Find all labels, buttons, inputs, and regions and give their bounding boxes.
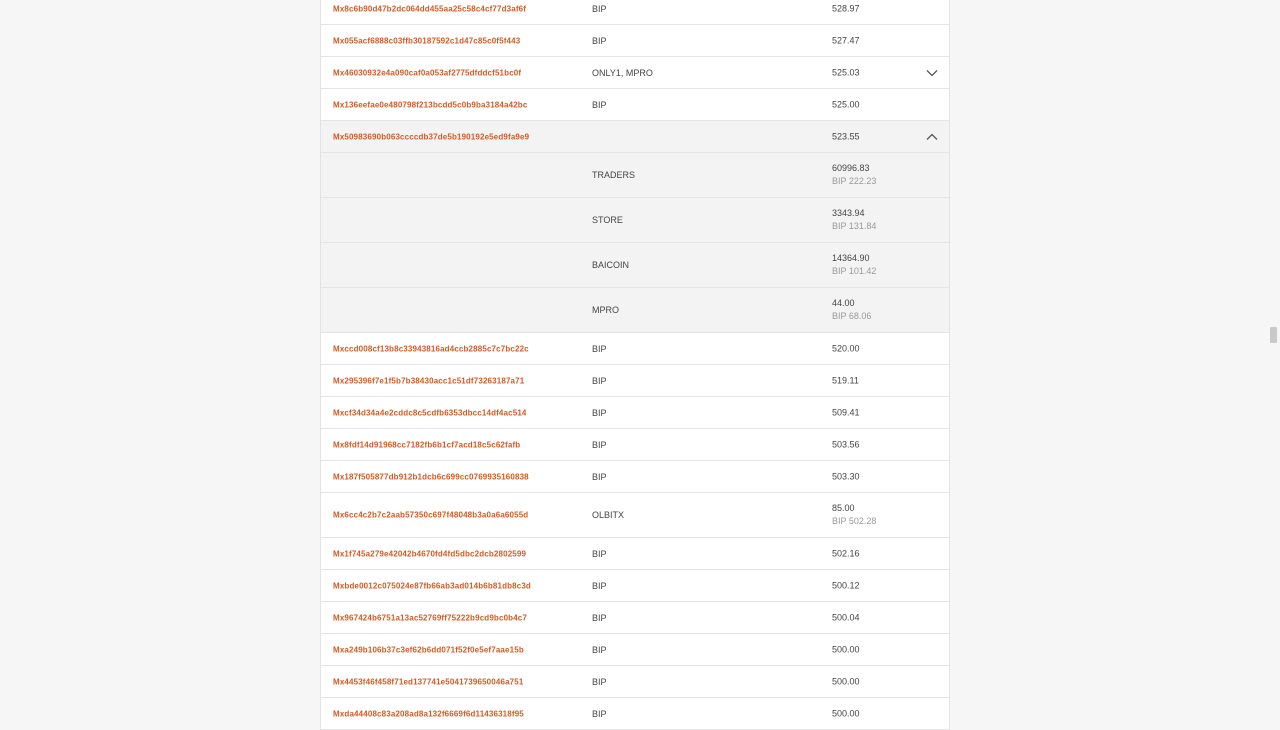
amount-cell: 500.00 <box>832 676 860 686</box>
address-link[interactable]: Mxcf34d34a4e2cddc8c5cdfb6353dbcc14df4ac514 <box>333 408 527 417</box>
sub-row <box>321 198 949 243</box>
scrollbar-thumb[interactable] <box>1270 327 1277 343</box>
coin-cell: BIP <box>592 644 607 655</box>
address-link[interactable]: Mxccd008cf13b8c33943816ad4ccb2885c7c7bc22c <box>333 344 529 353</box>
amount-cell: 500.00 <box>832 708 860 718</box>
coin-cell: MPRO <box>592 305 619 315</box>
address-link[interactable]: Mx6cc4c2b7c2aab57350c697f48048b3a0a6a6055d <box>333 510 529 520</box>
amount-value: 60996.83 <box>832 163 870 173</box>
table-row <box>321 602 949 634</box>
amount-cell: 519.11 <box>832 375 859 385</box>
address-link[interactable]: Mx8c6b90d47b2dc064dd455aa25c58c4cf77d3af6f <box>333 4 527 13</box>
table-row <box>321 698 949 730</box>
table-row-expanded <box>321 121 949 153</box>
coin-cell: BIP <box>592 375 607 386</box>
table-row <box>321 57 949 89</box>
table-row <box>321 666 949 698</box>
coin-cell: BIP <box>592 676 607 687</box>
amount-cell: 525.03 <box>832 67 860 77</box>
amount-cell: 500.12 <box>832 580 860 590</box>
bip-value: BIP 222.23 <box>832 176 877 186</box>
bip-value: BIP 131.84 <box>832 221 877 231</box>
amount-cell <box>832 297 871 323</box>
address-link[interactable]: Mx4453f46f458f71ed137741e5041739650046a751 <box>333 677 524 686</box>
address-link[interactable]: Mx136eefae0e480798f213bcdd5c0b9ba3184a42bc <box>333 100 528 109</box>
amount-cell: 500.00 <box>832 644 860 654</box>
coin-cell: BIP <box>592 708 607 719</box>
address-link[interactable]: Mxa249b106b37c3ef62b6dd071f52f0e5ef7aae15b <box>333 645 524 654</box>
sub-row <box>321 288 949 333</box>
table-row <box>321 634 949 666</box>
amount-cell: 500.04 <box>832 612 860 622</box>
coin-cell: ONLY1, MPRO <box>592 67 653 78</box>
amount-cell: 520.00 <box>832 343 860 353</box>
sub-row <box>321 243 949 288</box>
table-row <box>321 538 949 570</box>
amount-cell <box>832 502 876 528</box>
amount-cell: 503.56 <box>832 439 860 449</box>
table-row <box>321 365 949 397</box>
coin-cell: BIP <box>592 548 607 559</box>
address-link[interactable]: Mx967424b6751a13ac52769ff75222b9cd9bc0b4c7 <box>333 613 527 622</box>
amount-value: 44.00 <box>832 298 855 308</box>
address-link[interactable]: Mx8fdf14d91968cc7182fb6b1cf7acd18c5c62fafb <box>333 440 521 449</box>
coin-cell: BIP <box>592 35 607 46</box>
coin-cell: BIP <box>592 439 607 450</box>
bip-value: BIP 68.06 <box>832 311 872 321</box>
page-scrollbar[interactable] <box>1265 0 1280 720</box>
amount-cell: 527.47 <box>832 35 860 45</box>
coin-cell: BIP <box>592 3 607 14</box>
coin-cell: BAICOIN <box>592 260 630 270</box>
address-link[interactable]: Mx055acf6888c03ffb30187592c1d47c85c0f5f443 <box>333 36 521 45</box>
address-link[interactable]: Mx46030932e4a090caf0a053af2775dfddcf51bc0f <box>333 68 522 77</box>
coin-cell: BIP <box>592 343 607 354</box>
chevron-down-icon[interactable] <box>925 66 939 80</box>
amount-cell: 509.41 <box>832 407 860 417</box>
address-link[interactable]: Mxda44408c83a208ad8a132f6669f6d11436318f95 <box>333 709 524 718</box>
address-link[interactable]: Mxbde0012c075024e87fb66ab3ad014b6b81db8c3d <box>333 581 531 590</box>
address-link[interactable]: Mx295396f7e1f5b7b38430acc1c51df73263187a71 <box>333 376 525 385</box>
holders-table <box>320 0 950 730</box>
address-link[interactable]: Mx187f505877db912b1dcb6c699cc0769935160838 <box>333 472 529 481</box>
coin-cell: BIP <box>592 407 607 418</box>
chevron-up-icon[interactable] <box>925 130 939 144</box>
coin-cell: BIP <box>592 612 607 623</box>
address-link[interactable]: Mx1f745a279e42042b4670fd4fd5dbc2dcb2802599 <box>333 549 527 558</box>
coin-cell: TRADERS <box>592 170 636 180</box>
amount-value: 3343.94 <box>832 208 865 218</box>
table-row <box>321 333 949 365</box>
amount-cell: 525.00 <box>832 99 860 109</box>
coin-cell: BIP <box>592 99 607 110</box>
amount-cell: 502.16 <box>832 548 860 558</box>
amount-cell: 503.30 <box>832 471 860 481</box>
amount-value: 85.00 <box>832 503 855 513</box>
coin-cell: OLBITX <box>592 510 625 520</box>
coin-cell: BIP <box>592 471 607 482</box>
amount-cell: 523.55 <box>832 131 860 141</box>
sub-row <box>321 153 949 198</box>
coin-cell: STORE <box>592 215 623 225</box>
amount-cell: 528.97 <box>832 3 860 13</box>
amount-cell <box>832 162 876 188</box>
table-row <box>321 0 949 25</box>
bip-value: BIP 101.42 <box>832 266 877 276</box>
bip-value: BIP 502.28 <box>832 516 877 526</box>
coin-cell: BIP <box>592 580 607 591</box>
table-row <box>321 429 949 461</box>
amount-value: 14364.90 <box>832 253 870 263</box>
table-row <box>321 493 949 538</box>
table-row <box>321 570 949 602</box>
amount-cell <box>832 207 876 233</box>
table-row <box>321 25 949 57</box>
amount-cell <box>832 252 876 278</box>
table-row <box>321 397 949 429</box>
table-row <box>321 89 949 121</box>
table-row <box>321 461 949 493</box>
address-link[interactable]: Mx50983690b063ccccdb37de5b190192e5ed9fa9e9 <box>333 132 530 141</box>
